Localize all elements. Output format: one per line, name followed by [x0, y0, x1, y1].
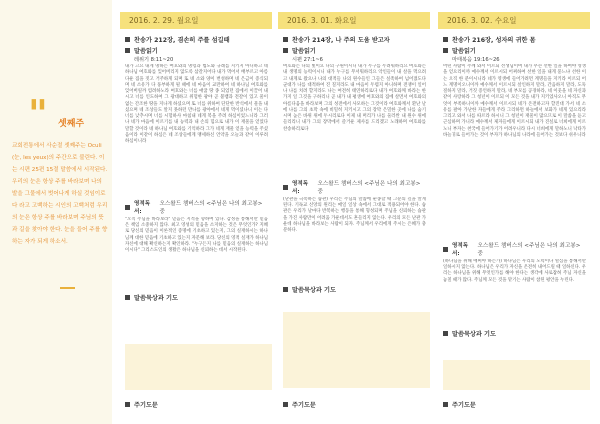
bullet-square-icon: [283, 37, 288, 42]
reading-text: (하나님을 위해 애써야 하는가) 하나님은 우리의 노력이나 열심을 통해서만 일하시지 않는다. 하나님은 우리가 자신을 온전히 내어드릴 때 일하신다. 우리는 하나님을 위해 무엇인가를 해야 한다는 생각에 사로잡혀 주님 자신을 놓칠 때가 많다. 주님께 모든 것을 맡기는 사람이 참된 평안을 누린다.: [443, 259, 586, 283]
section-label: 말씀읽기: [125, 46, 272, 55]
day-column-tuesday: [278, 12, 430, 414]
reading-text: (난관을 극복하는 습관) 우리는 주님의 말씀에 순종할 때 그분의 길을 알게 된다. 기독교 신앙의 원리는 매일 일상 속에서 그대로 적용되어야 한다. 습관은 우리가 날마다 반복하는 행동을 통해 형성되며 주님을 신뢰하는 습관을 가진 사람만이 어려움 가운데서도 흔들리지 않는다. 우리의 모든 난관 가운데 하나님을 바라보는 사람이 되자. 주님께서 우리에게 주시는 은혜가 충분하다.: [283, 197, 426, 234]
reading-subtitle: 오스왈드 챔버스의 <주님은 나의 최고봉> 중: [159, 201, 263, 215]
hymn-title: 찬송가 214장, 나 주의 도움 받고자: [283, 35, 430, 44]
spiritual-reading: [438, 238, 590, 325]
bullet-square-icon: [443, 48, 448, 53]
section-label: 말씀읽기: [283, 46, 430, 55]
prayer-notes-box[interactable]: [443, 360, 590, 390]
sidebar-divider: [60, 287, 75, 289]
date-bar: [120, 12, 272, 29]
scripture-text: 내가 고요 내게 명하는 여호와의 명령과 법도와 규례를 지키지 아니하고 네 하나님 여호와를 잊어버리지 않도록 삼갈지어다 내가 먹어서 배부르고 아름다운 집을 짓고 거주하게 되며 또 네 소와 양이 번성하며 네 은금이 증식되며 네 소유가 다 풍부하게 될 때에 네 마음이 교만하여 네 하나님 여호와를 잊어버릴까 염려하노라 여호와는 너를 애굽 땅 종 되었던 집에서 이끌어 내시고 너를 인도하여 그 광대하고 위험한 광야 곧 불뱀과 전갈이 있고 물이 없는 간조한 땅을 지나게 하셨으며 또 너를 위하여 단단한 반석에서 물을 내셨으며 네 조상들도 알지 못하던 만나를 광야에서 네게 먹이셨나니 이는 다 너를 낮추시며 너를 시험하사 마침내 네게 복을 주려 하심이었느니라 그러나 네가 마음에 이르기를 내 능력과 내 손의 힘으로 내가 이 재물을 얻었다 말할 것이라 네 하나님 여호와를 기억하라 그가 네게 재물 얻을 능력을 주셨음이라 이같이 하심은 네 조상들에게 맹세하신 언약을 오늘과 같이 이루려 하심이니라: [125, 64, 268, 144]
bullet-square-icon: [443, 331, 448, 336]
lords-prayer-heading: 주기도문: [125, 400, 158, 409]
scripture-text: 여호와는 나의 빛이요 나의 구원이시니 내가 누구를 두려워하리요 여호와는 내 생명의 능력이시니 내가 누구를 무서워하리요 악인들이 내 살을 먹으려고 내게로 왔으나 나의 대적들 나의 원수들인 그들은 실족하여 넘어졌도다 군대가 나를 대적하여 진 칠지라도 내 마음이 두렵지 아니하며 전쟁이 일어나 나를 치려 할지라도 나는 여전히 태연하리로다 내가 여호와께 바라는 한 가지 일 그것을 구하리니 곧 내가 내 평생에 여호와의 집에 살면서 여호와의 아름다움을 바라보며 그의 성전에서 사모하는 그것이라 여호와께서 환난 날에 나를 그의 초막 속에 비밀히 지키시고 그의 장막 은밀한 곳에 나를 숨기시며 높은 바위 위에 두시리로다 이제 내 머리가 나를 둘러싼 내 원수 위에 들리리니 내가 그의 장막에서 즐거운 제사를 드리겠고 노래하며 여호와를 찬송하리로다: [283, 64, 426, 132]
quote-mark-icon: ": [28, 91, 48, 136]
hymn-title: 찬송가 212장, 겸손히 주를 섬길때: [125, 35, 272, 44]
reading-subtitle: 오스왈드 챔버스의 <주님은 나의 최고봉> 중: [477, 243, 581, 257]
bullet-square-icon: [125, 37, 130, 42]
prayer-notes-box[interactable]: [125, 344, 272, 390]
scripture-text: 어떤 사람이 주께 와서 이르되 선생님이여 내가 무슨 선한 일을 하여야 영생을 얻으리이까 예수께서 이르시되 어찌하여 선한 일을 내게 묻느냐 선한 이는 오직 한 분이시니라 네가 영생에 들어가려면 계명들을 지키라 이르되 어느 계명이오니이까 예수께서 이르시되 살인하지 말라, 간음하지 말라, 도둑질하지 말라, 거짓 증언하지 말라, 네 부모를 공경하라, 네 이웃을 네 자신과 같이 사랑하라 그 청년이 이르되 이 모든 것을 내가 지키었사오니 아직도 무엇이 부족하니이까 예수께서 이르시되 네가 온전하고자 할진대 가서 네 소유를 팔아 가난한 자들에게 주라 그리하면 하늘에서 보화가 네게 있으리라 그리고 와서 나를 따르라 하시니 그 청년이 재물이 많으므로 이 말씀을 듣고 근심하며 가니라 예수께서 제자들에게 이르시되 내가 진실로 너희에게 이르노니 부자는 천국에 들어가기가 어려우니라 다시 너희에게 말하노니 낙타가 바늘귀로 들어가는 것이 부자가 하나님의 나라에 들어가는 것보다 쉬우니라: [443, 64, 586, 138]
bullet-square-icon: [443, 247, 448, 252]
sidebar-text: 교회전통에서 사순절 셋째주는 Oculi(눈, les yeux)의 주간으로 불린다. 이는 시편 25편 15절 말씀에서 시작된다. 우리의 눈은 항상 주를 바라보며 나의 발을 그물에서 벗어나게 하실 것임이로다 라고 고백하는 시인의 고백처럼 우리의 눈은 항상 주를 바라보며 주님의 뜻과 길을 찾아야 한다. 눈을 들어 주를 향하는 자가 되게 하소서.: [12, 143, 108, 245]
scripture-reference: 마태복음 19:16~26: [452, 57, 500, 63]
date-bar: [438, 12, 590, 29]
bullet-square-icon: [283, 402, 288, 407]
section-label: 말씀읽기: [443, 46, 590, 55]
bullet-square-icon: [283, 48, 288, 53]
bullet-square-icon: [125, 48, 130, 53]
reading-text: "오직 주님을 바라보라" 믿음은 지적을 향하여 있다. 감정을 통해서만 믿음은 책임 소중하지 않다. 최고 영성의 믿음을 소지하는 것은 무엇인가? 지혜로 당신의 믿음이 이론적인 증명에 기초하고 있는지, 그의 실재하시는 하나님께 대한 믿음에 기초하고 있는지 자문해 보라. 당신의 영적 실재가 하나님 자신에 대해 확신하는지 확인하라. "누구든지 나를 믿음의 실재하는 하나님이시다" 그리스도인의 생활은 하나님을 신뢰하는 데서 시작된다.: [125, 217, 268, 254]
bullet-square-icon: [125, 295, 130, 300]
date-label: 2016. 3. 02. 수요일: [447, 16, 517, 25]
spiritual-reading: [278, 176, 430, 281]
date-bar: [278, 12, 430, 29]
bullet-square-icon: [443, 402, 448, 407]
bullet-square-icon: [125, 402, 130, 407]
date-label: 2016. 2. 29. 월요일: [129, 16, 199, 25]
bullet-square-icon: [125, 205, 130, 210]
prayer-heading: 말씀묵상과 기도: [283, 285, 430, 294]
prayer-heading: 말씀묵상과 기도: [125, 293, 272, 302]
reading-title: 영적독서:: [452, 243, 469, 257]
reading-title: 영적독서:: [134, 201, 151, 215]
reading-title: 영적독서:: [292, 181, 309, 195]
scripture-reference: 시편 27:1~6: [292, 57, 323, 63]
prayer-heading: 말씀묵상과 기도: [443, 329, 590, 338]
lords-prayer-heading: 주기도문: [443, 400, 476, 409]
reading-subtitle: 오스왈드 챔버스의 <주님은 나의 최고봉> 중: [317, 181, 421, 195]
bullet-square-icon: [443, 37, 448, 42]
sidebar-title: 셋째주: [58, 119, 85, 129]
scripture-reference: 레위기 8:11~20: [134, 57, 174, 63]
spiritual-reading: [120, 196, 272, 283]
bullet-square-icon: [283, 287, 288, 292]
day-column-wednesday: [438, 12, 590, 414]
bullet-square-icon: [283, 185, 288, 190]
date-label: 2016. 3. 01. 화요일: [287, 16, 357, 25]
day-column-monday: [120, 12, 272, 414]
sidebar: [0, 0, 112, 424]
lords-prayer-heading: 주기도문: [283, 400, 316, 409]
hymn-title: 찬송가 216장, 성자의 귀한 몸: [443, 35, 590, 44]
prayer-notes-box[interactable]: [283, 312, 430, 388]
